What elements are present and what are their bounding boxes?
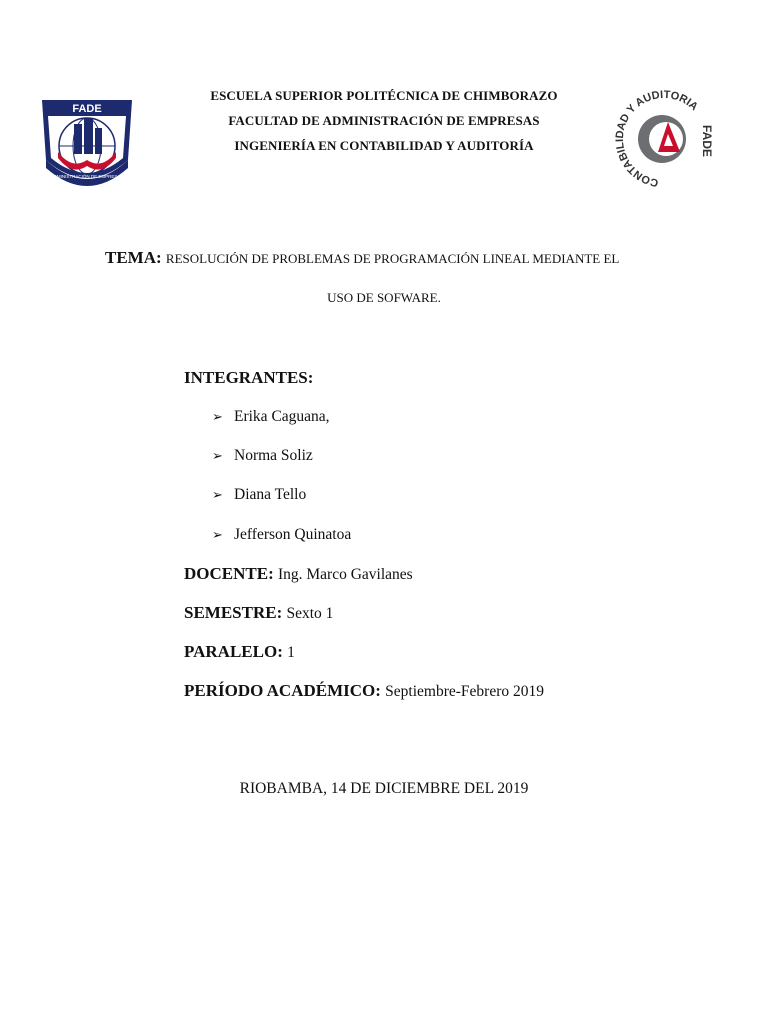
semestre-value: Sexto 1 — [286, 605, 334, 622]
integrantes-label: INTEGRANTES: — [184, 368, 314, 387]
faculty-name: FACULTAD DE ADMINISTRACIÓN DE EMPRESAS — [228, 113, 540, 128]
right-logo-ring-text: CONTABILIDAD Y AUDITORIA — [613, 88, 701, 189]
arrow-bullet-icon: ➢ — [212, 527, 223, 542]
arrow-bullet-icon: ➢ — [212, 448, 223, 463]
docente-value: Ing. Marco Gavilanes — [277, 566, 413, 583]
periodo-line — [184, 681, 544, 701]
periodo-label: PERÍODO ACADÉMICO: — [184, 681, 381, 700]
list-item — [212, 486, 306, 504]
left-logo-ring-text: ADMINISTRACIÓN DE EMPRESAS — [50, 174, 124, 179]
fade-shield-logo — [36, 94, 138, 196]
institution-name: ESCUELA SUPERIOR POLITÉCNICA DE CHIMBORAZO — [210, 88, 558, 103]
tema-text-line1: RESOLUCIÓN DE PROBLEMAS DE PROGRAMACIÓN LINEAL MEDIANTE EL — [165, 251, 620, 266]
right-logo-side-text: FADE — [700, 124, 714, 158]
paralelo-value: 1 — [287, 644, 295, 661]
paralelo-line — [184, 642, 295, 662]
tema-label: TEMA: — [105, 248, 162, 267]
paralelo-label: PARALELO: — [184, 642, 283, 661]
docente-label: DOCENTE: — [184, 564, 274, 583]
list-item — [212, 408, 330, 426]
arrow-bullet-icon: ➢ — [212, 487, 223, 502]
semestre-line — [184, 603, 333, 623]
member-name: Erika Caguana, — [234, 408, 330, 425]
tema-line — [105, 248, 619, 268]
list-item — [212, 526, 351, 544]
docente-line — [184, 564, 413, 584]
member-name: Diana Tello — [234, 486, 307, 503]
member-name: Jefferson Quinatoa — [234, 526, 352, 543]
place-date: RIOBAMBA, 14 DE DICIEMBRE DEL 2019 — [239, 780, 529, 797]
list-item — [212, 447, 313, 465]
semestre-label: SEMESTRE: — [184, 603, 283, 622]
tema-text-line2: USO DE SOFWARE. — [327, 290, 441, 305]
program-name: INGENIERÍA EN CONTABILIDAD Y AUDITORÍA — [234, 138, 534, 153]
left-logo-text: FADE — [72, 103, 102, 115]
member-name: Norma Soliz — [234, 447, 313, 464]
contabilidad-auditoria-logo — [610, 86, 718, 192]
periodo-value: Septiembre-Febrero 2019 — [385, 683, 545, 700]
arrow-bullet-icon: ➢ — [212, 409, 223, 424]
